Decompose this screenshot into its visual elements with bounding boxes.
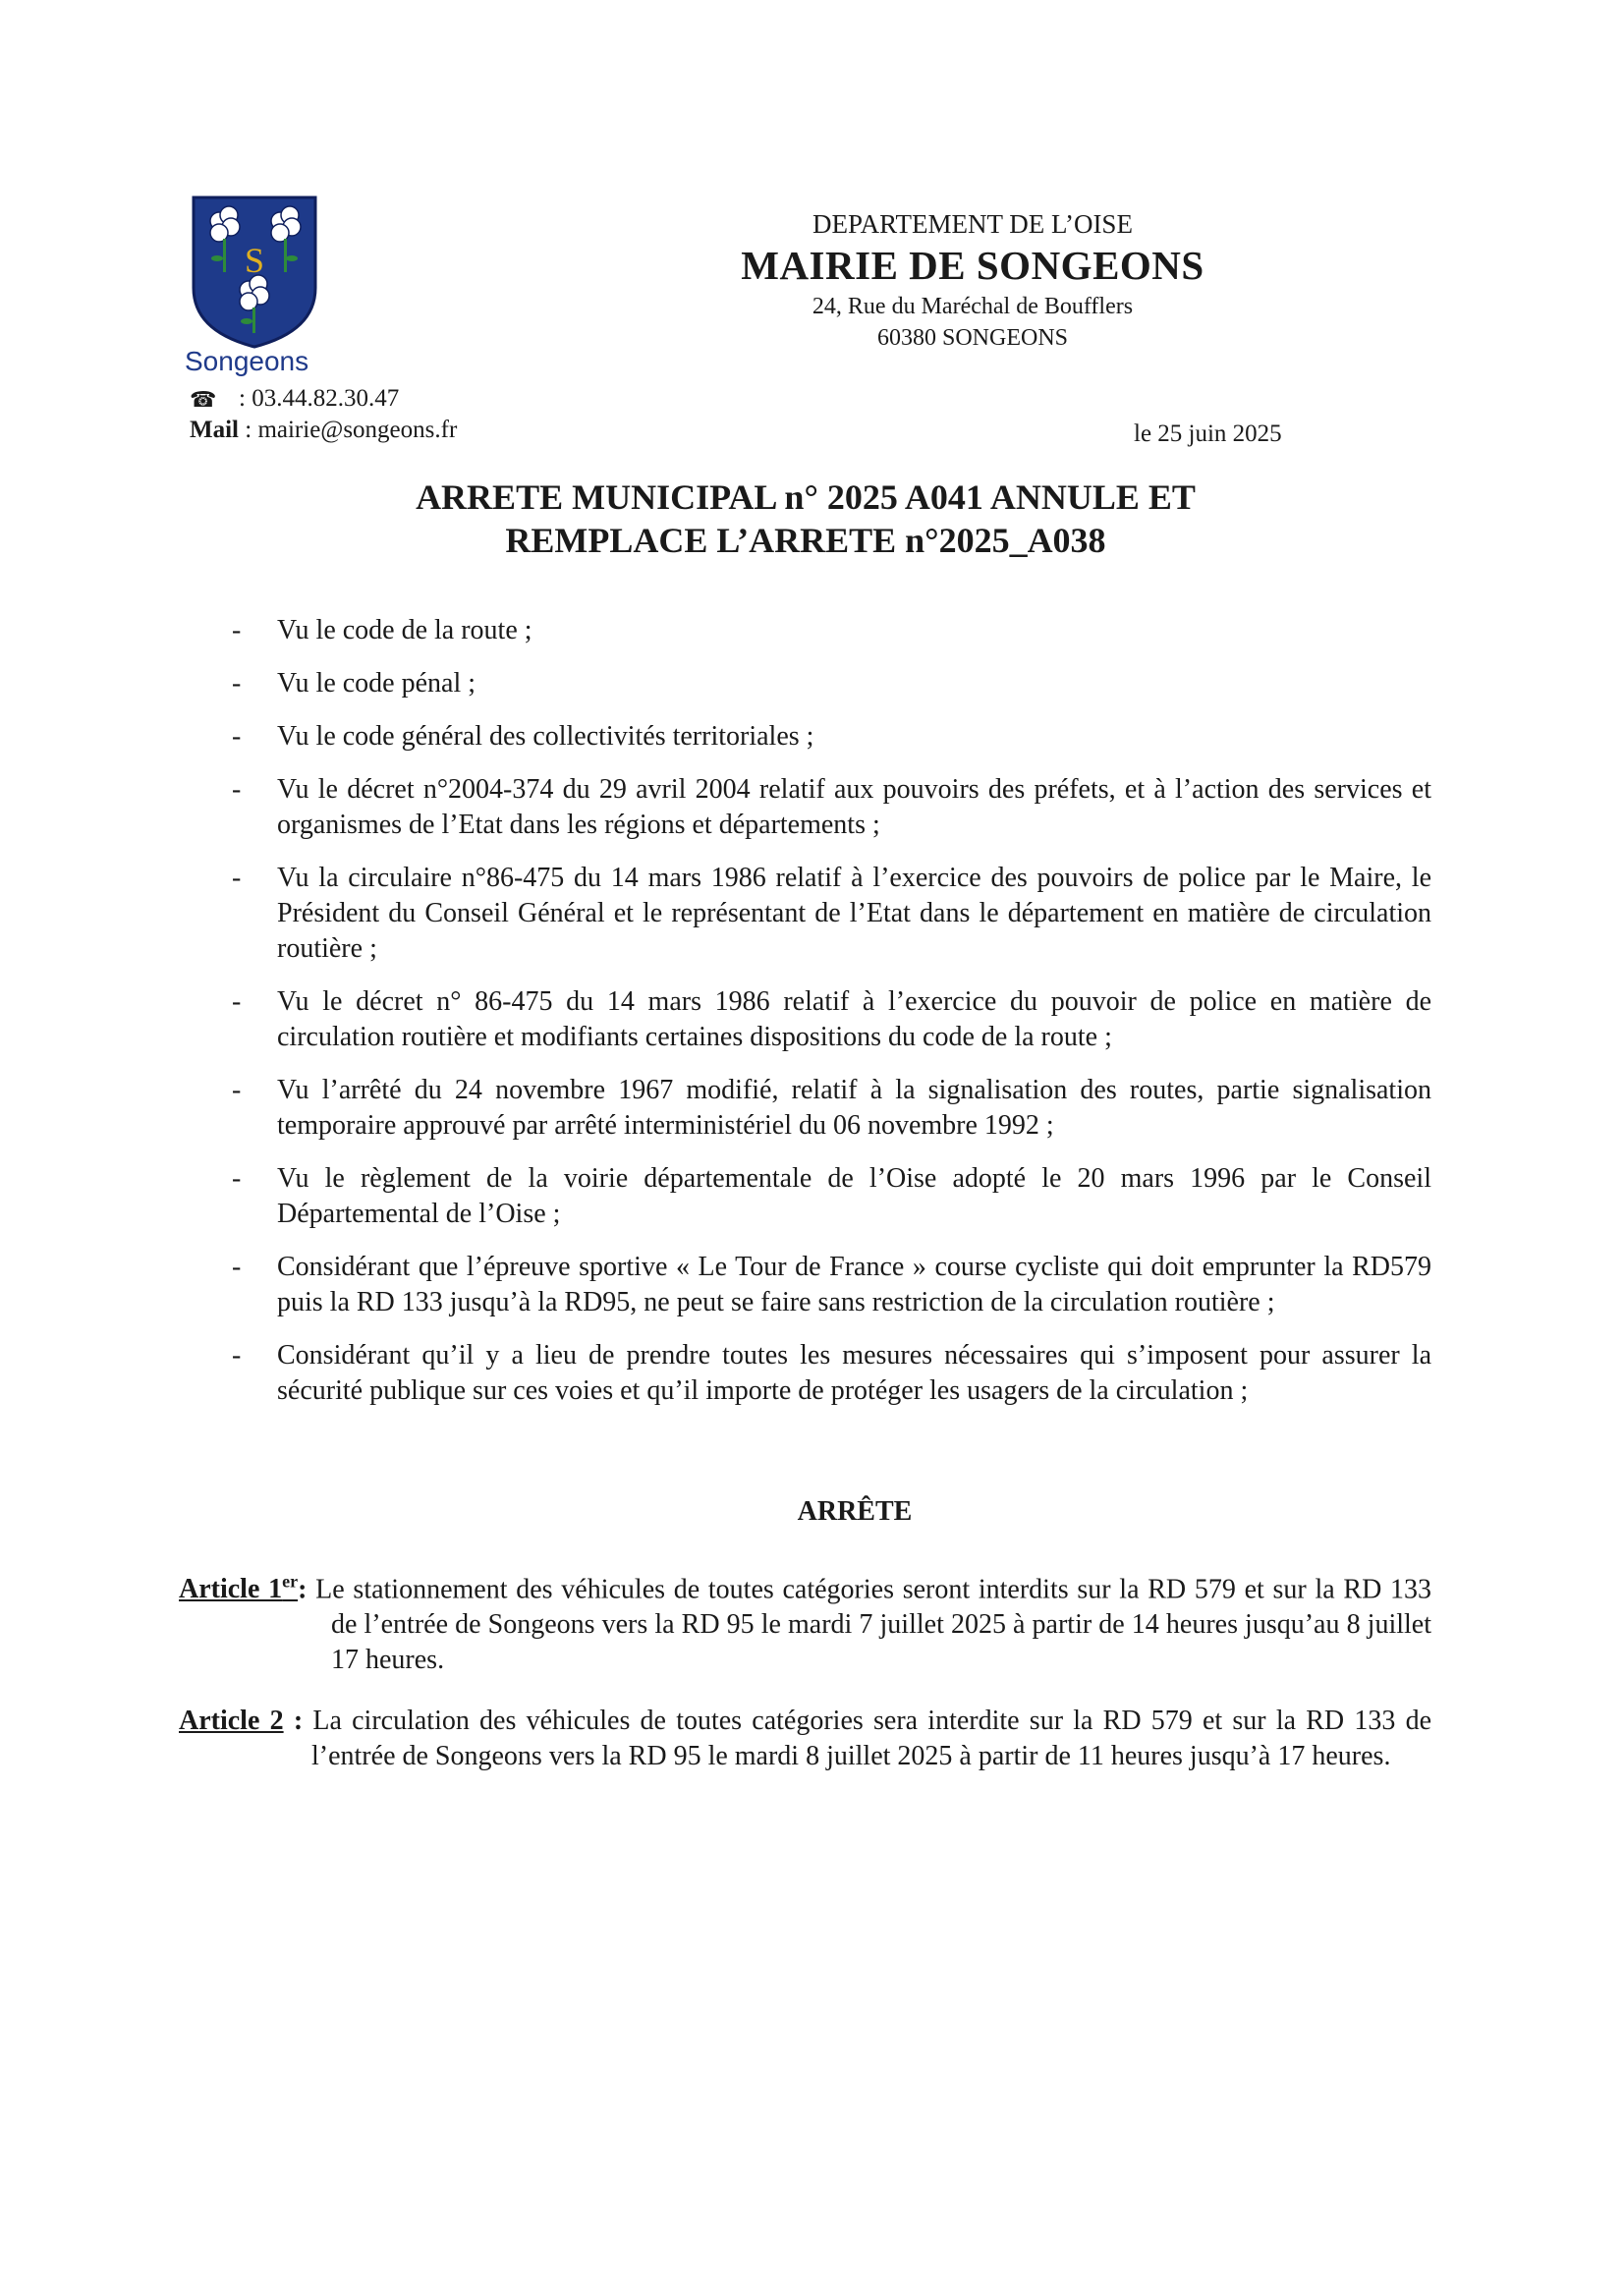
considerations-list (228, 613, 1431, 1427)
contact-mail (190, 417, 457, 444)
svg-text:S: S (244, 241, 265, 280)
article-1: Article 1er: Le stationnement des véhicules de toutes catégories seront interdits sur la RD 579 et sur la RD 133 de l’entrée de Songeons vers la RD 95 le mardi 7 juillet 2025 à partir de 14 heures jusqu’au 8 juillet 17 heures. (179, 1572, 1432, 1676)
title-line-2: REMPLACE L’ARRETE n°2025_A038 (505, 521, 1106, 560)
address-line-1: 24, Rue du Maréchal de Boufflers (812, 294, 1134, 319)
mail-value: : mairie@songeons.fr (245, 417, 458, 443)
songeons-coat-of-arms-logo (190, 194, 319, 351)
mail-label: Mail (190, 417, 239, 443)
document-date: le 25 juin 2025 (1134, 420, 1282, 447)
logo-caption: Songeons (185, 346, 309, 376)
article-2-label: Article 2 (179, 1706, 284, 1736)
article-2-text: La circulation des véhicules de toutes catégories sera interdite sur la RD 579 et sur la RD 133 de l’entrée de Songeons vers la RD 95 le mardi 8 juillet 2025 à partir de 11 heures jusqu’à 17 heures. (311, 1706, 1432, 1771)
list-item: - Vu le décret n° 86-475 du 14 mars 1986 relatif à l’exercice du pouvoir de police en matière de circulation routière et modifiants certaines dispositions du code de la route ; (232, 986, 1431, 1052)
list-item: - Vu le code de la route ; (232, 615, 532, 645)
department-name: DEPARTEMENT DE L’OISE (812, 209, 1133, 239)
address-line-2: 60380 SONGEONS (876, 325, 1068, 351)
mairie-header (678, 208, 1267, 354)
list-item: - Vu le règlement de la voirie départementale de l’Oise adopté le 20 mars 1996 par le Conseil Départemental de l’Oise ; (232, 1163, 1431, 1229)
list-item: - Vu le code général des collectivités territoriales ; (232, 721, 814, 752)
list-item: - Vu le décret n°2004-374 du 29 avril 2004 relatif aux pouvoirs des préfets, et à l’action des services et organismes de l’Etat dans les régions et départements ; (232, 774, 1431, 840)
contact-phone (190, 385, 399, 413)
telephone-icon: ☎ (190, 387, 217, 413)
arrete-heading: ARRÊTE (797, 1496, 913, 1527)
list-item: - Vu la circulaire n°86-475 du 14 mars 1986 relatif à l’exercice des pouvoirs de police par le Maire, le Président du Conseil Général et le représentant de l’Etat dans le département en matière de circulation routière ; (232, 863, 1431, 964)
list-item: - Vu l’arrêté du 24 novembre 1967 modifié, relatif à la signalisation des routes, partie signalisation temporaire approuvé par arrêté interministériel du 06 novembre 1992 ; (232, 1075, 1431, 1141)
title-line-1: ARRETE MUNICIPAL n° 2025 A041 ANNULE ET (416, 477, 1196, 517)
list-item: - Considérant qu’il y a lieu de prendre toutes les mesures nécessaires qui s’imposent pour assurer la sécurité publique sur ces voies et qu’il importe de protéger les usagers de la circulation ; (232, 1340, 1431, 1406)
mairie-name: MAIRIE DE SONGEONS (741, 243, 1204, 288)
list-item: - Vu le code pénal ; (232, 668, 476, 699)
article-2: Article 2 : La circulation des véhicules de toutes catégories sera interdite sur la RD 579 et sur la RD 133 de l’entrée de Songeons vers la RD 95 le mardi 8 juillet 2025 à partir de 11 heures jusqu’à 17 heures. (179, 1706, 1432, 1771)
article-1-text: Le stationnement des véhicules de toutes catégories seront interdits sur la RD 579 et sur la RD 133 de l’entrée de Songeons vers la RD 95 le mardi 7 juillet 2025 à partir de 14 heures jusqu’au 8 juillet 17 heures. (315, 1574, 1432, 1676)
phone-number: : 03.44.82.30.47 (239, 385, 400, 412)
article-1-label: Article 1er (179, 1572, 299, 1605)
document-title (295, 476, 1316, 562)
list-item: - Considérant que l’épreuve sportive « Le Tour de France » course cycliste qui doit emprunter la RD579 puis la RD 133 jusqu’à la RD95, ne peut se faire sans restriction de la circulation routière ; (232, 1252, 1431, 1317)
